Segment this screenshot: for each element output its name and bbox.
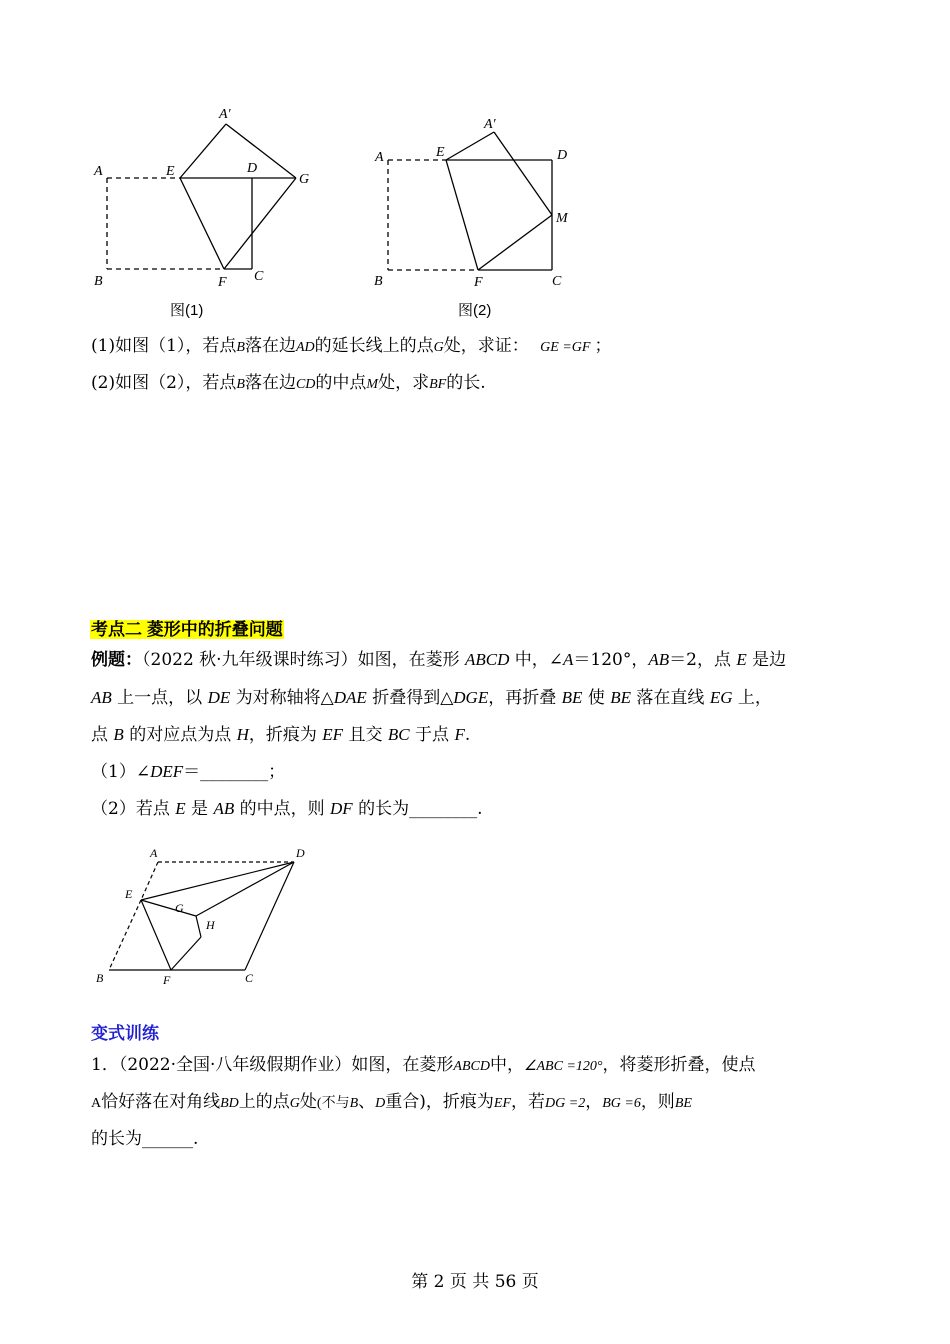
example-line1-e: ＝120°， — [573, 650, 649, 670]
fig1-label-b: B — [94, 274, 103, 289]
fig3-seg-ED — [141, 862, 294, 900]
example-line2-l: 落在直线 — [631, 688, 710, 708]
q1-part2-var-bf: BF — [429, 377, 447, 392]
example-part2-a: （2）若点 — [91, 799, 176, 819]
q1-part1-text-c: 落在边 — [244, 336, 296, 356]
practice-line2-p: ， — [585, 1092, 603, 1112]
example-line3-a: 点 — [91, 725, 114, 745]
practice-line2-i: 、 — [358, 1092, 376, 1112]
example-part2-b: E — [175, 799, 186, 818]
example-line2-f: 折叠得到△ — [366, 688, 454, 708]
fig2-label-a: A — [375, 150, 384, 165]
practice-line2-c: BD — [220, 1096, 239, 1111]
example-line2-h: ，再折叠 — [488, 688, 562, 708]
practice-heading — [91, 1019, 159, 1044]
fig1-label-g: G — [299, 172, 310, 187]
q1-part2-text-c: 落在边 — [244, 373, 296, 393]
fig3-label-a: A — [150, 846, 158, 860]
example-line3-i: 于点 — [409, 725, 455, 745]
fig1-label-aprime: A′ — [219, 107, 231, 122]
practice-line2-g: (不与 — [316, 1096, 350, 1111]
practice-line1-b: ABCD — [453, 1059, 490, 1074]
q1-part1-text-i: ； — [594, 336, 612, 356]
fig1-label-d: D — [247, 161, 258, 176]
example-line2-i: BE — [561, 688, 583, 707]
fig1-label-f: F — [218, 275, 227, 290]
example-line3-d: H — [236, 725, 249, 744]
q1-part1-text-e: 的延长线上的点 — [314, 336, 434, 356]
practice-line2-j: D — [375, 1096, 386, 1111]
q1-part1-var-g: G — [433, 340, 444, 355]
practice-line1-d: ∠ABC =120° — [523, 1059, 603, 1074]
page-footer — [0, 1267, 950, 1292]
example-line2-d: 为对称轴将△ — [230, 688, 334, 708]
practice-line2-e: G — [289, 1096, 300, 1111]
q1-part1-text-a: (1)如图（1），若点 — [91, 336, 237, 356]
example-part2-e: 的中点，则 — [234, 799, 331, 819]
q1-part2-var-m: M — [366, 377, 379, 392]
example-line3-j: F — [454, 725, 465, 744]
practice-line2-s: BE — [674, 1096, 692, 1111]
example-part2-c: 是 — [185, 799, 214, 819]
practice-line2-a: A — [91, 1096, 102, 1111]
q1-part2-text-i: 的长. — [446, 373, 486, 393]
example-part2-d: AB — [213, 799, 235, 818]
example-line2-j: 使 — [582, 688, 611, 708]
practice-line1-a: 1．（2022·全国·八年级假期作业）如图，在菱形 — [91, 1055, 454, 1075]
example-line2-a: AB — [91, 688, 112, 707]
example-line3-h: BC — [387, 725, 410, 744]
example-line1-c: 中，∠ — [509, 650, 564, 670]
practice-line1-e: ，将菱形折叠，使点 — [602, 1055, 756, 1075]
fig1-label-e: E — [166, 164, 175, 179]
fig3-seg-EF — [141, 900, 171, 970]
practice-line2-b: 恰好落在对角线 — [101, 1092, 221, 1112]
fig3-label-d: D — [296, 846, 305, 860]
example-line3-b: B — [113, 725, 124, 744]
example-line1-i: 是边 — [746, 650, 787, 670]
fig3-seg-AE — [141, 862, 158, 900]
practice-line2-q: BG =6 — [602, 1096, 641, 1111]
practice-line2-l: ，折痕为 — [425, 1092, 494, 1112]
practice-line1 — [91, 1055, 756, 1077]
fig3-seg-GH — [196, 916, 201, 937]
q1-part2-text-e: 的中点 — [315, 373, 367, 393]
fig2-label-c: C — [552, 274, 562, 289]
example-line1-h: E — [736, 650, 747, 669]
fig3-seg-FH — [171, 937, 201, 970]
example-part1-a: （1）∠ — [91, 762, 151, 782]
fig1-label-a: A — [94, 164, 103, 179]
practice-line3 — [91, 1129, 198, 1149]
example-line1-d: A — [563, 650, 574, 669]
example-part1-b: DEF — [150, 762, 184, 781]
example-part1-c: ＝________； — [183, 762, 286, 782]
fig3-seg-DC — [245, 862, 294, 970]
example-line1-b: ABCD — [464, 650, 510, 669]
example-line2-c: DE — [207, 688, 231, 707]
example-part2-g: 的长为________. — [352, 799, 483, 819]
example-line2-m: EG — [709, 688, 733, 707]
section2-heading-text: 考点二 菱形中的折叠问题 — [91, 620, 283, 639]
example-label: 例题： — [91, 650, 142, 669]
practice-line2-r: ，则 — [640, 1092, 675, 1112]
fig3-label-f: F — [163, 973, 171, 987]
fig2-label-d: D — [557, 148, 568, 163]
q1-part2-text-g: 处，求 — [378, 373, 430, 393]
example-line2-b: 上一点，以 — [111, 688, 208, 708]
practice-line2-n: ，若 — [511, 1092, 546, 1112]
fig1-label-c: C — [254, 269, 264, 284]
practice-line2-h: B — [349, 1096, 359, 1111]
practice-line2-o: DG =2 — [545, 1096, 586, 1111]
q1-part2-text-a: (2)如图（2），若点 — [91, 373, 237, 393]
example-line2-k: BE — [610, 688, 632, 707]
example-line3-g: 且交 — [343, 725, 388, 745]
fig3-label-e: E — [125, 887, 133, 901]
practice-line2-m: EF — [493, 1096, 512, 1111]
example-line1-f: AB — [648, 650, 670, 669]
fig2-label-e: E — [436, 145, 445, 160]
example-part2-f: DF — [330, 799, 353, 818]
practice-line2-f: 处 — [299, 1092, 317, 1112]
practice-line2-d: 上的点 — [238, 1092, 290, 1112]
fig3-label-c: C — [245, 971, 254, 985]
fig2-label-b: B — [374, 274, 383, 289]
fig2-label-m: M — [556, 211, 568, 226]
fig3-label-g: G — [175, 901, 184, 915]
example-line2-e: DAE — [333, 688, 367, 707]
fig2-label-aprime: A′ — [484, 117, 496, 132]
practice-line2 — [91, 1092, 692, 1114]
fig3-seg-EG — [141, 900, 196, 916]
fig3-seg-GD — [196, 862, 294, 916]
example-line3-f: EF — [322, 725, 344, 744]
q1-part1-var-ad: AD — [295, 340, 315, 355]
q1-part1-text-g: 处，求证： — [443, 336, 529, 356]
q1-part2-var-b: B — [236, 377, 245, 392]
practice-line3-a: 的长为______. — [91, 1129, 199, 1149]
page-number: 第 2 页 共 56 页 — [411, 1272, 539, 1292]
practice-line1-c: 中， — [489, 1055, 524, 1075]
example-line1-g: ＝2，点 — [669, 650, 737, 670]
fig2-label-f: F — [474, 275, 483, 290]
q1-part1-equation: GE =GF — [540, 340, 591, 355]
example-line2-g: DGE — [453, 688, 489, 707]
q1-part1-var-b: B — [236, 340, 245, 355]
example-line3-k: . — [464, 725, 471, 745]
fig3-label-b: B — [96, 971, 104, 985]
example-line3-e: ，折痕为 — [248, 725, 323, 745]
q1-part2-var-cd: CD — [295, 377, 316, 392]
example-line3-c: 的对应点为点 — [123, 725, 237, 745]
fig1-caption: 图(1) — [170, 302, 204, 319]
practice-line2-k: 重合) — [385, 1092, 426, 1112]
practice-heading-text: 变式训练 — [91, 1024, 159, 1043]
example-line2-n: 上， — [732, 688, 772, 708]
fig2-caption: 图(2) — [458, 302, 492, 319]
example-line1-a: （2022 秋·九年级课时练习）如图，在菱形 — [142, 650, 465, 670]
fig3-seg-EB — [109, 900, 141, 970]
fig3-label-h: H — [206, 918, 215, 932]
